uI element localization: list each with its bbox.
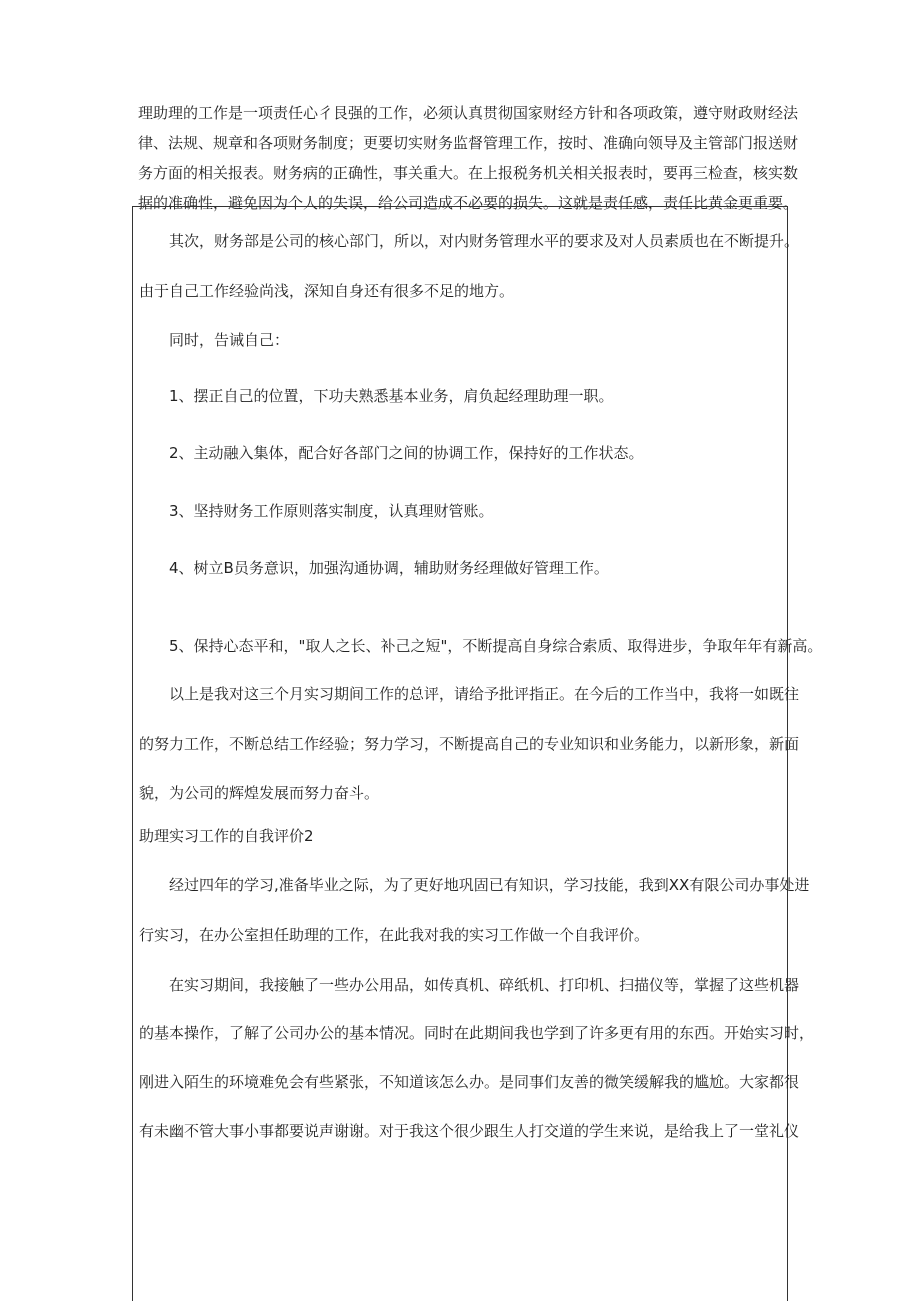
text-line: 有未幽不管大事小事都要说声谢谢。对于我这个很少跟生人打交道的学生来说，是给我上了一堂礼仪 [139,1122,800,1140]
text-line: 其次，财务部是公司的核心部门，所以，对内财务管理水平的要求及对人员素质也在不断提升。 [169,232,800,250]
text-line: 以上是我对这三个月实习期间工作的总评，请给予批评指正。在今后的工作当中，我将一如既往 [169,685,800,703]
text-line: 经过四年的学习,准备毕业之际，为了更好地巩固已有知识，学习技能，我到XX有限公司办事处进 [169,876,810,894]
text-line: 务方面的相关报表。财务病的正确性，事关重大。在上报税务机关相关报表时，要再三检查，核实数 [138,164,799,182]
list-item: 3、坚持财务工作原则落实制度，认真理财管账。 [169,502,494,520]
text-line: 理助理的工作是一项责任心彳艮强的工作，必须认真贯彻国家财经方针和各项政策，遵守财政财经法 [138,104,799,122]
text-line: 的努力工作，不断总结工作经验；努力学习，不断提高自己的专业知识和业务能力，以新形象，新面 [139,735,800,753]
text-line: 由于自己工作经验尚浅，深知自身还有很多不足的地方。 [139,282,515,300]
section-heading: 助理实习工作的自我评价2 [139,827,314,845]
text-line: 行实习，在办公室担任助理的工作，在此我对我的实习工作做一个自我评价。 [139,926,650,944]
text-line: 据的准确性，避免因为个人的失误，给公司造成不必要的损失。这就是责任感，责任比黄金更重要。 [138,194,799,212]
text-line: 同时，告诫自己： [169,331,290,349]
list-item: 5、保持心态平和，"取人之长、补己之短"，不断提高自身综合索质、取得进步，争取年年有新高。 [169,637,823,655]
bordered-content-box [132,206,823,1301]
text-line: 在实习期间，我接触了一些办公用品，如传真机、碎纸机、打印机、扫描仪等，掌握了这些机器 [169,976,800,994]
text-line: 律、法规、规章和各项财务制度；更要切实财务监督管理工作，按时、准确向领导及主管部门报送财 [138,134,799,152]
list-item: 1、摆正自己的位置，下功夫熟悉基本业务，肩负起经理助理一职。 [169,387,614,405]
text-line: 的基本操作，了解了公司办公的基本情况。同时在此期间我也学到了许多更有用的东西。开始实习时， [139,1024,815,1042]
text-line: 貌，为公司的辉煌发展而努力奋斗。 [139,784,380,802]
list-item: 4、树立B员务意识，加强沟通协调，辅助财务经理做好管理工作。 [169,559,609,577]
top-paragraph [138,98,799,218]
text-line: 刚进入陌生的环境难免会有些紧张，不知道该怎么办。是同事们友善的微笑缓解我的尴尬。大家都很 [139,1073,800,1091]
list-item: 2、主动融入集体，配合好各部门之间的协调工作，保持好的工作状态。 [169,444,644,462]
